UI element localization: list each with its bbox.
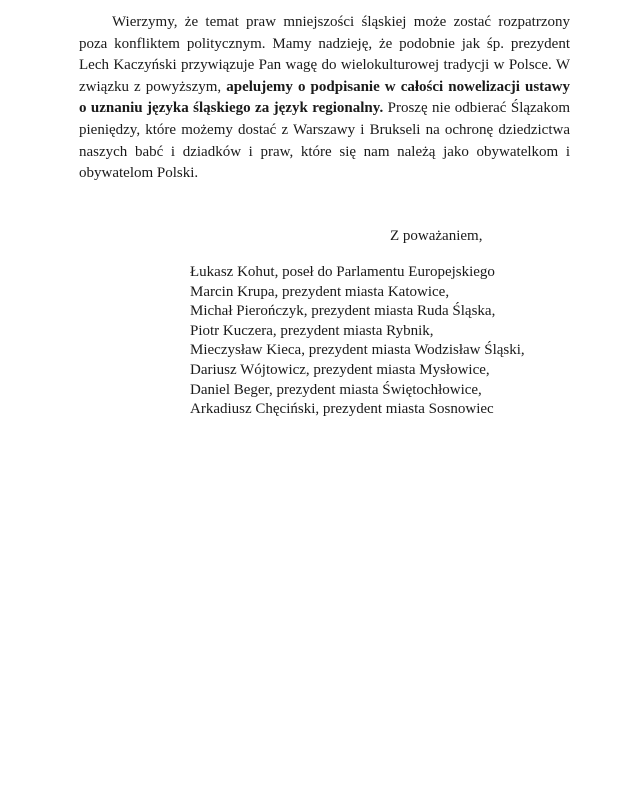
text: Lech Kaczyński przywiązuje Pan wagę do wielokulturowej tradycji w Polsce. W (79, 57, 570, 74)
signatory: Marcin Krupa, prezydent miasta Katowice, (190, 283, 450, 300)
paragraph-line (79, 55, 570, 77)
text: związku z powyższym, (79, 78, 227, 95)
paragraph-line (79, 77, 570, 99)
closing-salutation: Z poważaniem, (390, 228, 483, 244)
text: poza konfliktem politycznym. Mamy nadzieję, że podobnie jak śp. prezydent (79, 35, 570, 52)
signatory: Łukasz Kohut, poseł do Parlamentu Europejskiego (190, 264, 495, 280)
paragraph-line (79, 120, 570, 142)
letter-paragraph (79, 12, 570, 185)
text: Wierzymy, że temat praw mniejszości śląskiej może zostać rozpatrzony (112, 14, 570, 30)
signatories-list (190, 263, 525, 420)
paragraph-line (79, 142, 570, 164)
paragraph-line (79, 34, 570, 56)
signatory: Piotr Kuczera, prezydent miasta Rybnik, (190, 322, 434, 339)
signatory: Michał Pierończyk, prezydent miasta Ruda Śląska, (190, 303, 496, 320)
text: pieniędzy, które możemy dostać z Warszawy i Brukseli na ochronę dziedzictwa (79, 121, 570, 138)
paragraph-line (79, 98, 570, 120)
text: naszych babć i dziadków i praw, które się nam należą jako obywatelkom i (79, 143, 570, 160)
signatory: Daniel Beger, prezydent miasta Świętochłowice, (190, 381, 482, 398)
text: Proszę nie odbierać Ślązakom (383, 100, 570, 117)
paragraph-line (79, 163, 570, 185)
bold-text: apelujemy o podpisanie w całości nowelizacji ustawy (226, 78, 570, 95)
signatory: Mieczysław Kieca, prezydent miasta Wodzisław Śląski, (190, 342, 525, 359)
text: obywatelom Polski. (79, 165, 199, 182)
bold-text: o uznaniu języka śląskiego za język regionalny. (79, 100, 384, 117)
paragraph-line (79, 12, 570, 34)
signatory: Dariusz Wójtowicz, prezydent miasta Mysłowice, (190, 361, 490, 378)
signatory: Arkadiusz Chęciński, prezydent miasta Sosnowiec (190, 401, 494, 418)
